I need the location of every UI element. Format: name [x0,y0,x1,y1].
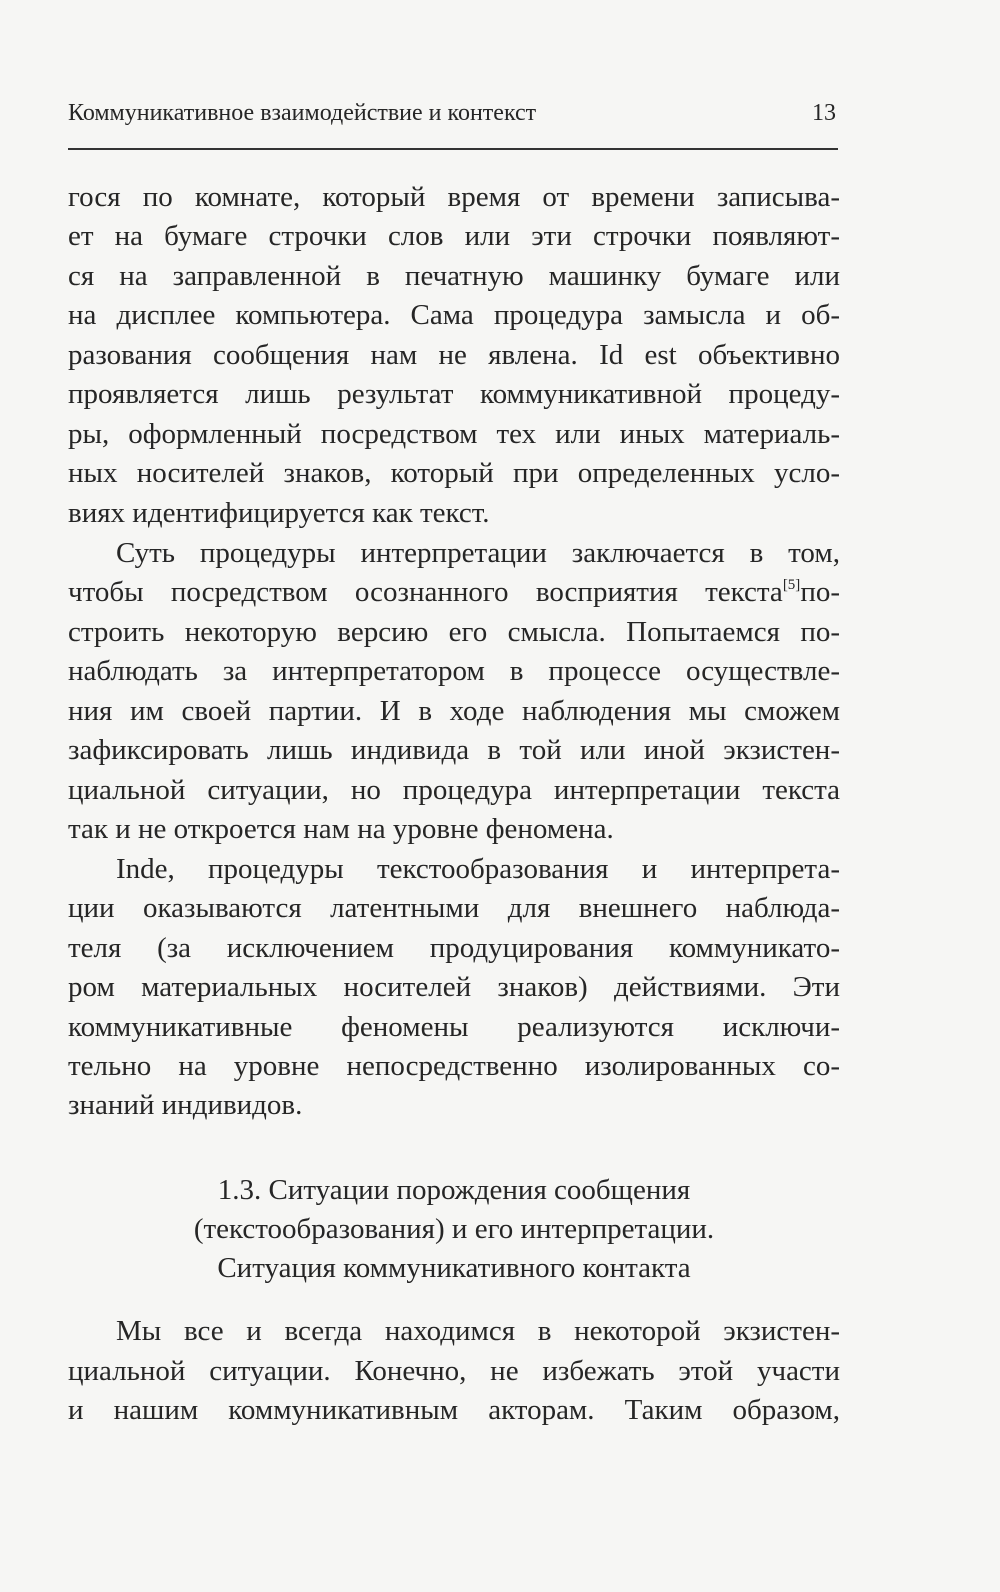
text-segment: по- [800,576,840,608]
text-line: Суть процедуры интерпретации заключается в том, [116,537,840,569]
text-line: циальной ситуации. Конечно, не избежать этой участи [68,1355,840,1387]
text-line: так и не откроется нам на уровне феномена. [68,813,614,845]
running-title: Коммуникативное взаимодействие и контекст [68,100,537,126]
text-line: и нашим коммуникативным акторам. Таким образом, [68,1394,840,1426]
text-line: проявляется лишь результат коммуникативной процеду- [68,378,840,410]
text-line: тельно на уровне непосредственно изолированных со- [68,1050,840,1082]
text-line [68,574,840,610]
text-line: ры, оформленный посредством тех или иных материаль- [68,418,840,450]
text-line: на дисплее компьютера. Сама процедура замысла и об- [68,299,840,331]
text-line: разования сообщения нам не явлена. Id est объективно [68,339,840,371]
text-segment: чтобы посредством осознанного восприятия текста [68,576,783,608]
heading-line: (текстообразования) и его интерпретации. [193,1213,715,1245]
page-number: 13 [812,100,836,126]
text-line: циальной ситуации, но процедура интерпретации текста [68,774,840,806]
text-line: ния им своей партии. И в ходе наблюдения мы сможем [68,695,840,727]
text-line: ет на бумаге строчки слов или эти строчки появляют- [68,220,840,252]
text-line: ся на заправленной в печатную машинку бумаге или [68,260,840,292]
footnote-reference[interactable]: [5] [782,577,801,593]
text-line: виях идентифицируется как текст. [68,497,490,529]
text-line: коммуникативные феномены реализуются исключи- [68,1011,840,1043]
heading-line: 1.3. Ситуации порождения сообщения [217,1174,691,1206]
text-line: зафиксировать лишь индивида в той или иной экзистен- [68,734,840,766]
text-line: ции оказываются латентными для внешнего наблюда- [68,892,840,924]
text-line: строить некоторую версию его смысла. Попытаемся по- [68,616,840,648]
text-line: теля (за исключением продуцирования коммуникато- [68,932,840,964]
heading-line: Ситуация коммуникативного контакта [217,1252,691,1284]
text-line: ром материальных носителей знаков) действиями. Эти [68,971,840,1003]
text-line: наблюдать за интерпретатором в процессе осуществле- [68,655,840,687]
header-rule [68,148,838,150]
text-line: ных носителей знаков, который при определенных усло- [68,457,840,489]
text-line: знаний индивидов. [68,1089,303,1121]
text-line: гося по комнате, который время от времени записыва- [68,181,840,213]
text-line: Inde, процедуры текстообразования и интерпрета- [116,853,840,885]
text-line: Мы все и всегда находимся в некоторой экзистен- [116,1315,840,1347]
